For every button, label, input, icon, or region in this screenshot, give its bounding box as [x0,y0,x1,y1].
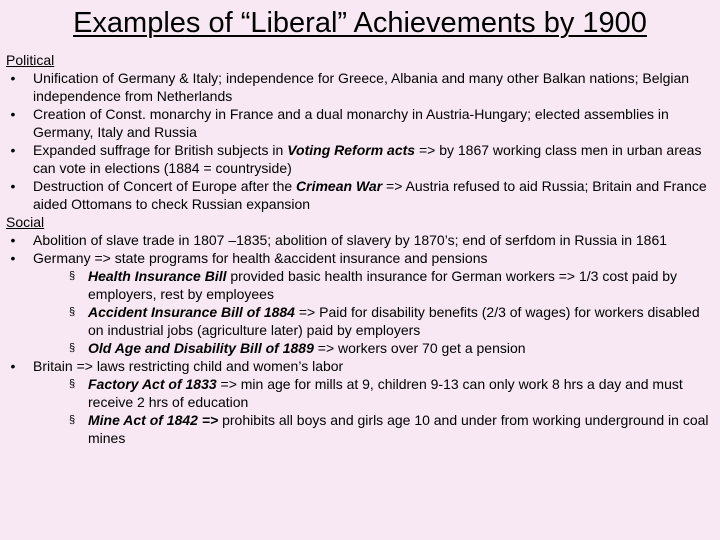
bullet-icon: • [10,70,16,86]
social-list [6,231,714,447]
item-text-post: prohibits all boys and girls age 10 and under from working underground in coal mines [88,412,709,446]
bullet-icon: • [10,178,16,194]
item-emphasis: Mine Act of 1842 => [88,412,219,428]
bullet-icon: • [10,250,16,266]
sub-list-item [33,411,714,447]
item-text-post: => min age for mills at 9, children 9-13 can only work 8 hrs a day and must receive 2 hrs of education [88,376,683,410]
item-text-post: provided basic health insurance for German workers => 1/3 cost paid by employers, rest by employees [88,268,678,302]
list-item [6,249,714,357]
item-text: Germany => state programs for health &accident insurance and pensions [33,250,488,266]
sub-list-item [33,303,714,339]
bullet-icon: • [10,232,16,248]
list-item [6,231,714,249]
item-text-pre: Destruction of Concert of Europe after the [33,178,297,194]
item-emphasis: Health Insurance Bill [88,268,227,284]
germany-sublist [33,267,714,357]
sub-list-item [33,375,714,411]
section-sign-icon: § [68,270,76,282]
item-emphasis: Old Age and Disability Bill of 1889 [88,340,314,356]
sub-list-item [33,267,714,303]
section-sign-icon: § [68,378,76,390]
item-emphasis: Crimean War [296,178,383,194]
social-heading: Social [6,214,45,230]
item-emphasis: Factory Act of 1833 [88,376,217,392]
item-text-post: => Austria refused to aid Russia; Britain and France aided Ottomans to check Russian expansion [33,178,707,212]
bullet-icon: • [10,358,16,374]
item-text: Abolition of slave trade in 1807 –1835; abolition of slavery by 1870’s; end of serfdom in Russia in 1861 [33,232,668,248]
list-item [6,105,714,141]
britain-sublist [33,375,714,447]
item-text-post: => workers over 70 get a pension [313,340,526,356]
item-text: Creation of Const. monarchy in France and a dual monarchy in Austria-Hungary; elected assemblies in Germany, Italy and Russia [33,106,669,140]
item-emphasis: Accident Insurance Bill of 1884 [88,304,295,320]
sub-list-item [33,339,714,357]
political-list [6,69,714,213]
item-text: Britain => laws restricting child and women’s labor [33,358,344,374]
slide-content [6,51,714,447]
section-sign-icon: § [68,414,76,426]
list-item [6,69,714,105]
item-text-pre: Expanded suffrage for British subjects in [33,142,288,158]
list-item [6,141,714,177]
slide-title: Examples of “Liberal” Achievements by 1900 [73,7,647,39]
political-heading: Political [6,52,55,68]
bullet-icon: • [10,142,16,158]
item-emphasis: Voting Reform acts [287,142,416,158]
bullet-icon: • [10,106,16,122]
section-sign-icon: § [68,306,76,318]
item-text: Unification of Germany & Italy; independence for Greece, Albania and many other Balkan nations; Belgian independence from Netherlands [33,70,690,104]
item-text-post: => Paid for disability benefits (2/3 of wages) for workers disabled on industrial jobs (agriculture later) paid by employers [88,304,700,338]
list-item [6,177,714,213]
section-sign-icon: § [68,342,76,354]
list-item [6,357,714,447]
item-text-post: => by 1867 working class men in urban areas can vote in elections (1884 = countryside) [33,142,702,176]
